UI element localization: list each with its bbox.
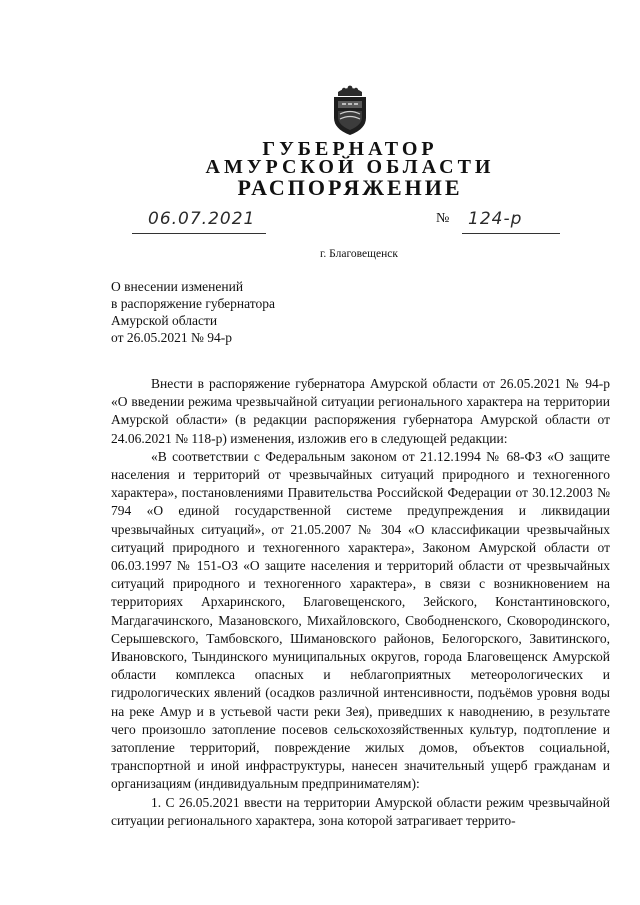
document-type-title: РАСПОРЯЖЕНИЕ <box>237 175 463 200</box>
document-body <box>111 375 610 830</box>
subject-line: О внесении изменений <box>111 279 244 294</box>
date-field <box>132 209 266 234</box>
body-paragraph-2: «В соответствии с Федеральным законом от 21.12.1994 № 68-ФЗ «О защите населения и территорий от чрезвычайных ситуаций природного и техногенного характера», постановлениями Правительства Российской Федерации от 30.12.2003 № 794 «О единой государственной системе предупреждения и ликвидации чрезвычайных ситуаций», от 21.05.2007 № 304 «О классификации чрезвычайных ситуаций природного и техногенного характера», Законом Амурской области от 06.03.1997 № 151-ОЗ «О защите населения и территорий области от чрезвычайных ситуаций природного и техногенного характера», в связи с возникновением на территориях Архаринского, Благовещенского, Зейского, Константиновского, Магдагачинского, Мазановского, Михайловского, Свободненского, Сковородинского, Серышевского, Тамбовского, Шимановского районов, Белогорского, Завитинского, Ивановского, Тындинского муниципальных округов, города Благовещенск Амурской области комплекса опасных и неблагоприятных метеорологических и гидрологических явлений (осадков различной интенсивности, подъёмов уровня воды на реке Амур и в устьевой части реки Зея), приведших к наводнению, в результате чего произошло затопление посевов сельскохозяйственных культур, подтопление и затопление территорий, повреждение жилых домов, объектов социальной, транспортной и иной инфраструктуры, нанесен значительный ущерб гражданам и организациям (индивидуальным предпринимателям): <box>111 448 610 792</box>
subject-line: Амурской области <box>111 313 218 328</box>
city-line: г. Благовещенск <box>320 248 398 260</box>
subject-line: в распоряжение губернатора <box>111 296 275 311</box>
number-field <box>462 209 560 234</box>
subject-line: от 26.05.2021 № 94-р <box>111 330 232 345</box>
handwritten-date: 06.07.2021 <box>148 209 256 229</box>
subject-block <box>111 278 275 346</box>
coat-of-arms-emblem <box>328 84 372 136</box>
region-title: АМУРСКОЙ ОБЛАСТИ <box>205 156 495 178</box>
handwritten-number: 124-р <box>468 209 523 229</box>
body-paragraph-1: Внести в распоряжение губернатора Амурской области от 26.05.2021 № 94-р «О введении режима чрезвычайной ситуации регионального характера на территории Амурской области» (в редакции распоряжения губернатора Амурской области от 24.06.2021 № 118-р) изменения, изложив его в следующей редакции: <box>111 376 610 446</box>
body-paragraph-3: 1. С 26.05.2021 ввести на территории Амурской области режим чрезвычайной ситуации регионального характера, зона которой затрагивает террито- <box>111 794 610 828</box>
governor-title: ГУБЕРНАТОР <box>262 138 438 160</box>
number-label: № <box>436 211 450 226</box>
